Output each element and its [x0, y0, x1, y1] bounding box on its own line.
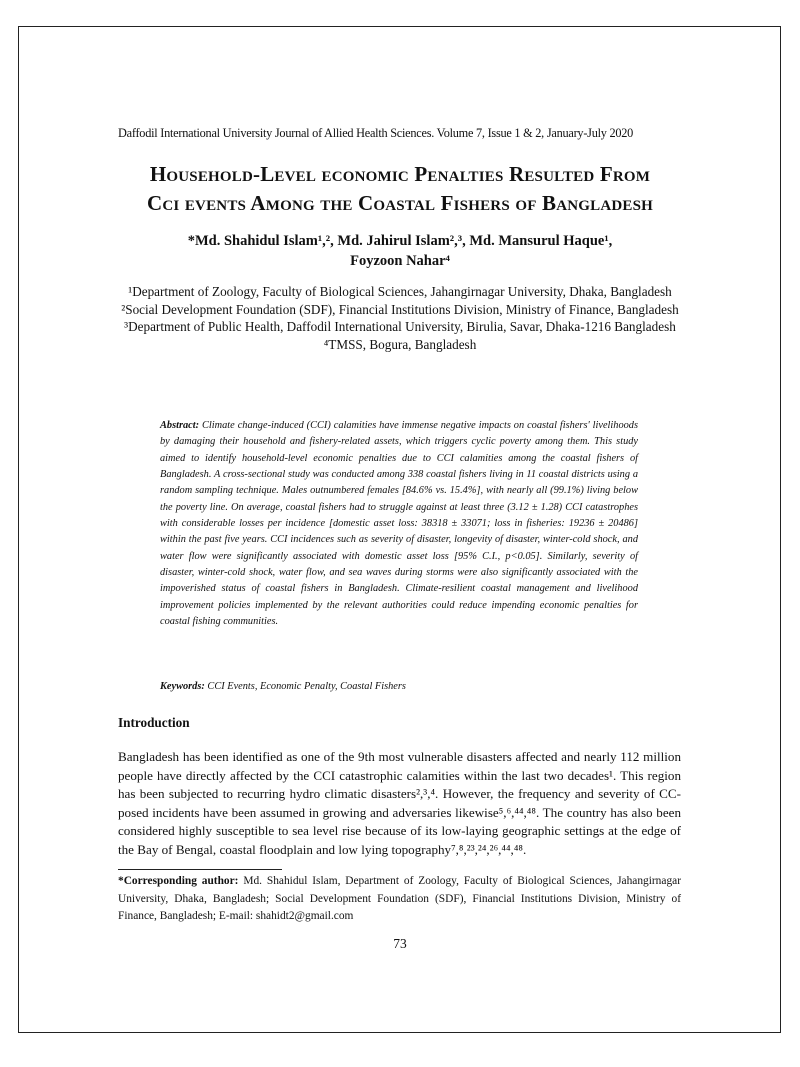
affiliation-2: ²Social Development Foundation (SDF), Financial Institutions Division, Ministry of Finance, Bangladesh: [121, 301, 679, 317]
paper-title: [100, 160, 700, 218]
paper-title-line-2: Cci events Among the Coastal Fishers of Bangladesh: [146, 191, 654, 215]
affiliations: [118, 283, 682, 353]
journal-header: Daffodil International University Journal of Allied Health Sciences. Volume 7, Issue 1 & 2, January-July 2020: [118, 126, 634, 140]
introduction-paragraph: Bangladesh has been identified as one of the 9th most vulnerable disasters affected and nearly 112 million people have directly affected by the CCI catastrophic calamities within the last two decades¹. This region has been subjected to recurring hydro climatic disasters²,³,⁴. However, the frequency and severity of CC-posed incidents have been assumed in growing and adversaries likewise⁵,⁶,⁴⁴,⁴⁸. The country has also been considered highly susceptible to sea level rise because of its low-laying geographic settings at the edge of the Bay of Bengal, coastal floodplain and low lying topography⁷,⁸,²³,²⁴,²⁶,⁴⁴,⁴⁸.: [118, 749, 681, 857]
abstract: [160, 418, 638, 630]
author-list-line-1: *Md. Shahidul Islam¹,², Md. Jahirul Islam²,³, Md. Mansurul Haque¹,: [187, 233, 613, 249]
affiliation-1: ¹Department of Zoology, Faculty of Biological Sciences, Jahangirnagar University, Dhaka, Bangladesh: [128, 284, 672, 299]
footnote-divider: [118, 869, 282, 870]
abstract-label: Abstract:: [160, 420, 200, 431]
keywords-text: CCI Events, Economic Penalty, Coastal Fishers: [207, 681, 406, 692]
footnote-label: *Corresponding author:: [118, 875, 239, 887]
paper-title-line-1: Household-Level economic Penalties Resulted From: [149, 162, 651, 186]
author-list: [100, 231, 700, 271]
author-list-line-2: Foyzoon Nahar⁴: [350, 253, 450, 269]
page-number: 73: [393, 936, 407, 951]
section-heading-introduction: Introduction: [118, 715, 190, 730]
footnote-text: Md. Shahidul Islam, Department of Zoology, Faculty of Biological Sciences, Jahangirnagar University, Dhaka, Bangladesh; Social Development Foundation (SDF), Financial Institutions Division, Ministry of Finance, Bangladesh; E-mail: shahidt2@gmail.com: [118, 875, 681, 923]
abstract-text: Climate change-induced (CCI) calamities have immense negative impacts on coastal fishers' livelihoods by damaging their household and fishery-related assets, which triggers cyclic poverty among them. This study aimed to identify household-level economic penalties due to CCI calamities among the coastal fishers of Bangladesh. A cross-sectional study was conducted among 338 coastal fishers living in 11 coastal districts using a random sampling technique. Males outnumbered females [84.6% vs. 15.4%], with nearly all (99.1%) living below the poverty line. On average, coastal fishers had to struggle against at least three (3.12 ± 1.28) CCI catastrophes with considerable losses per incidence [domestic asset loss: 38318 ± 33071; loss in fisheries: 19236 ± 20486] within the past five years. CCI incidences such as severity of disaster, longevity of disaster, winter-cold shock, and water flow were significantly associated with domestic asset loss [95% C.I., p<0.05]. Similarly, severity of disaster, winter-cold shock, water flow, and sea waves during storms were also significantly associated with the impoverished status of coastal fishers in Bangladesh. Climate-resilient coastal management and livelihood improvement policies implemented by the relevant authorities could reduce impending economic penalties for coastal fishing communities.: [160, 420, 638, 628]
corresponding-author-footnote: [118, 873, 681, 926]
keywords-label: Keywords:: [160, 681, 205, 692]
affiliation-4: ⁴TMSS, Bogura, Bangladesh: [323, 336, 477, 352]
affiliation-3: ³Department of Public Health, Daffodil International University, Birulia, Savar, Dhaka-1216 Bangladesh: [124, 319, 676, 335]
keywords: [160, 681, 638, 692]
